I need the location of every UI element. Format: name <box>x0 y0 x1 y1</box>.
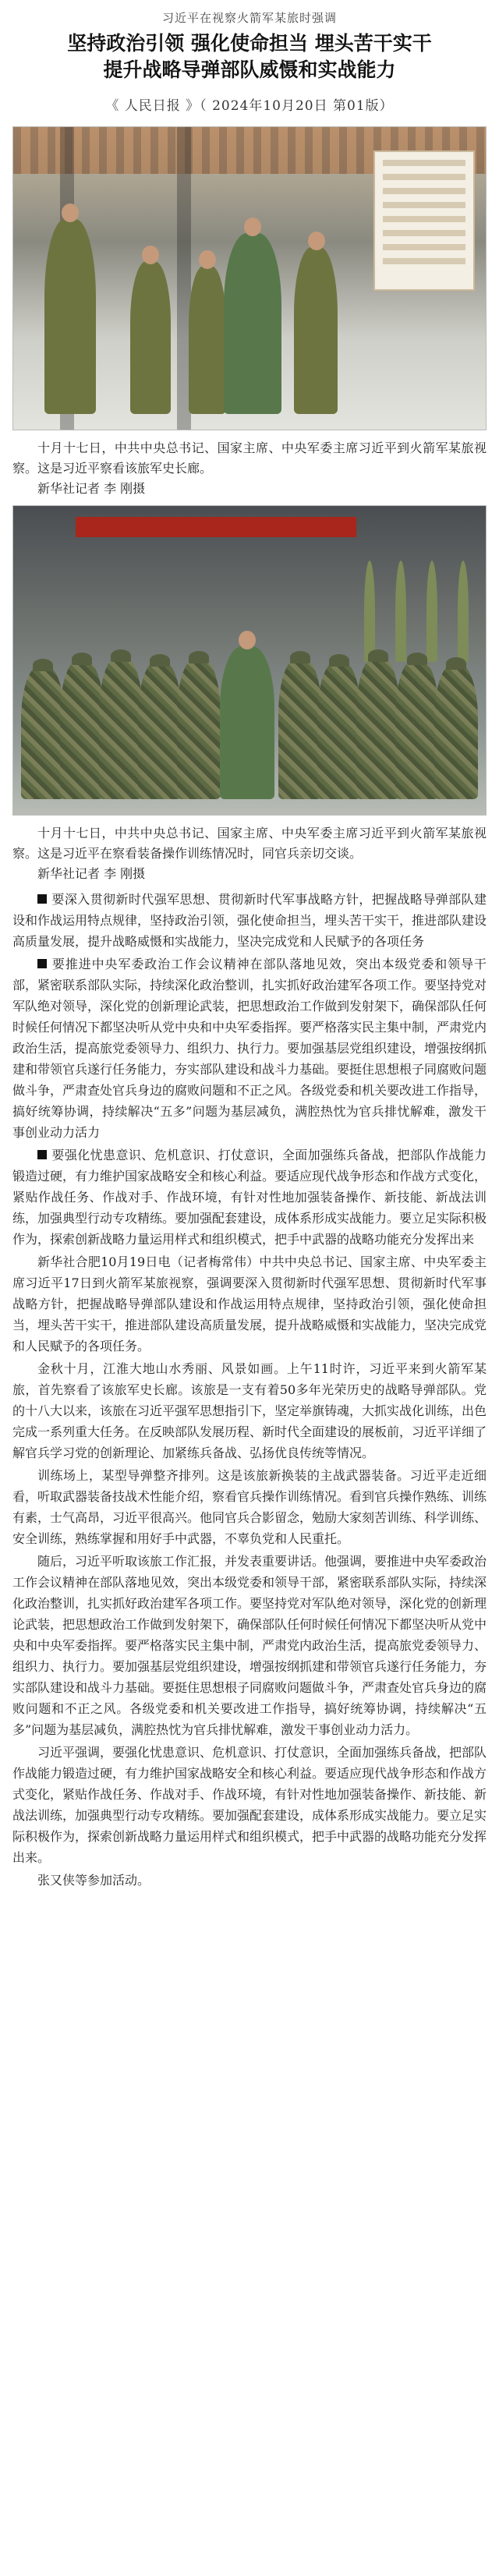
bullet-point <box>12 889 487 952</box>
photo-2-caption: 十月十七日，中共中央总书记、国家主席、中央军委主席习近平到火箭军某旅视察。这是习近平在察看装备操作训练情况时，同官兵亲切交谈。 <box>12 826 487 861</box>
bullet-point <box>12 1145 487 1250</box>
headline-line-2: 提升战略导弹部队威慑和实战能力 <box>103 58 396 81</box>
square-bullet-icon <box>37 894 47 904</box>
body-paragraph: 金秋十月，江淮大地山水秀丽、风景如画。上午11时许，习近平来到火箭军某旅，首先察看了该旅军史长廊。该旅是一支有着50多年光荣历史的战略导弹部队。党的十八大以来，该旅在习近平强军思想指引下，坚定举旗铸魂，大抓实战化训练，出色完成一系列重大任务。在反映部队发展历程、新时代全面建设的展板前，习近平详细了解官兵学习党的创新理论、加紧练兵备战、弘扬优良传统等情况。 <box>12 1361 487 1460</box>
exhibit-board <box>373 150 475 291</box>
body-paragraph: 张又侠等参加活动。 <box>37 1873 150 1888</box>
body-paragraph: 新华社合肥10月19日电（记者梅常伟）中共中央总书记、国家主席、中央军委主席习近平17日到火箭军某旅视察，强调要深入贯彻新时代强军思想、贯彻新时代军事战略方针，把握战略导弹部队建设和作战运用特点规律，坚持政治引领，强化使命担当，埋头苦干实干，推进部队建设高质量发展，提升战略威慑和实战能力，坚决完成党和人民赋予的各项任务。 <box>12 1254 487 1353</box>
source-line: 《 人民日报 》（ 2024年10月20日 第01版） <box>105 98 394 114</box>
square-bullet-icon <box>37 959 47 968</box>
headline <box>12 30 487 83</box>
photo-training-ground <box>12 505 487 816</box>
headline-line-1: 坚持政治引领 强化使命担当 埋头苦干实干 <box>67 32 432 55</box>
bullet-text: 要强化忧患意识、危机意识、打仗意识，全面加强练兵备战，把部队作战能力锻造过硬，有力维护国家战略安全和核心利益。要适应现代战争形态和作战方式变化，紧贴作战任务、作战对手、作战环境，有针对性地加强装备操作、新技能、新战法训练，加强典型行动专攻精练。要加强配套建设，成体系形成实战能力。要立足实际积极作为，探索创新战略力量运用样式和组织模式，把手中武器的战略功能充分发挥出来 <box>12 1148 487 1247</box>
photo-2-byline: 新华社记者 李 刚摄 <box>37 866 146 881</box>
bullet-point <box>12 954 487 1143</box>
red-banner <box>76 517 356 537</box>
body-paragraph: 随后，习近平听取该旅工作汇报，并发表重要讲话。他强调，要推进中央军委政治工作会议精神在部队落地见效，突出本级党委和领导干部，紧密联系部队实际，持续深化政治整训，扎实抓好政治建军各项工作。要坚持党对军队绝对领导，深化党的创新理论武装，把思想政治工作做到发射架下，确保部队任何时候任何情况下都坚决听从党中央和中央军委指挥。要严格落实民主集中制，严肃党内政治生活，提高旅党委领导力、组织力、执行力。要加强基层党组织建设，增强按纲抓建和带领官兵遂行任务能力，夯实部队建设和战斗力基础。要挺住思想根子同腐败问题做斗争，严肃查处官兵身边的腐败问题和不正之风。各级党委和机关要改进工作指导，搞好统筹协调，持续解决“五多”问题为基层减负，满腔热忱为官兵排忧解难，激发干事创业动力活力。 <box>12 1554 487 1737</box>
bullet-text: 要推进中央军委政治工作会议精神在部队落地见效，突出本级党委和领导干部，紧密联系部队实际，持续深化政治整训，扎实抓好政治建军各项工作。要坚持党对军队绝对领导，深化党的创新理论武装，把思想政治工作做到发射架下，确保部队任何时候任何情况下都坚决听从党中央和中央军委指挥。要严格落实民主集中制，严肃党内政治生活，提高旅党委领导力、组织力、执行力。要加强基层党组织建设，增强按纲抓建和带领官兵遂行任务能力，夯实部队建设和战斗力基础。要挺住思想根子同腐败问题做斗争，严肃查处官兵身边的腐败问题和不正之风。各级党委和机关要改进工作指导，搞好统筹协调，持续解决“五多”问题为基层减负，满腔热忱为官兵排忧解难，激发干事创业动力活力 <box>12 957 487 1140</box>
bullet-text: 要深入贯彻新时代强军思想、贯彻新时代军事战略方针，把握战略导弹部队建设和作战运用特点规律，坚持政治引领，强化使命担当，埋头苦干实干，推进部队建设高质量发展，提升战略威慑和实战能力，坚决完成党和人民赋予的各项任务 <box>12 892 487 949</box>
photo-1-byline: 新华社记者 李 刚摄 <box>37 481 146 496</box>
body-paragraph: 训练场上，某型导弹整齐排列。这是该旅新换装的主战武器装备。习近平走近细看，听取武器装备技战术性能介绍，察看官兵操作训练情况。看到官兵操作熟练、训练有素，士气高昂，习近平很高兴。他同官兵合影留念，勉励大家刻苦训练、科学训练、安全训练，熟练掌握和用好手中武器，不辜负党和人民重托。 <box>12 1468 487 1546</box>
square-bullet-icon <box>37 1150 47 1159</box>
photo-history-corridor <box>12 126 487 430</box>
headline-kicker: 习近平在视察火箭军某旅时强调 <box>161 11 337 25</box>
body-paragraph: 习近平强调，要强化忧患意识、危机意识、打仗意识，全面加强练兵备战，把部队作战能力锻造过硬，有力维护国家战略安全和核心利益。要适应现代战争形态和作战方式变化，紧贴作战任务、作战对手、作战环境，有针对性地加强装备操作、新技能、新战法训练，加强典型行动专攻精练。要加强配套建设，成体系形成实战能力。要立足实际积极作为，探索创新战略力量运用样式和组织模式，把手中武器的战略功能充分发挥出来。 <box>12 1745 487 1865</box>
photo-1-caption: 十月十七日，中共中央总书记、国家主席、中央军委主席习近平到火箭军某旅视察。这是习近平察看该旅军史长廊。 <box>12 441 487 476</box>
